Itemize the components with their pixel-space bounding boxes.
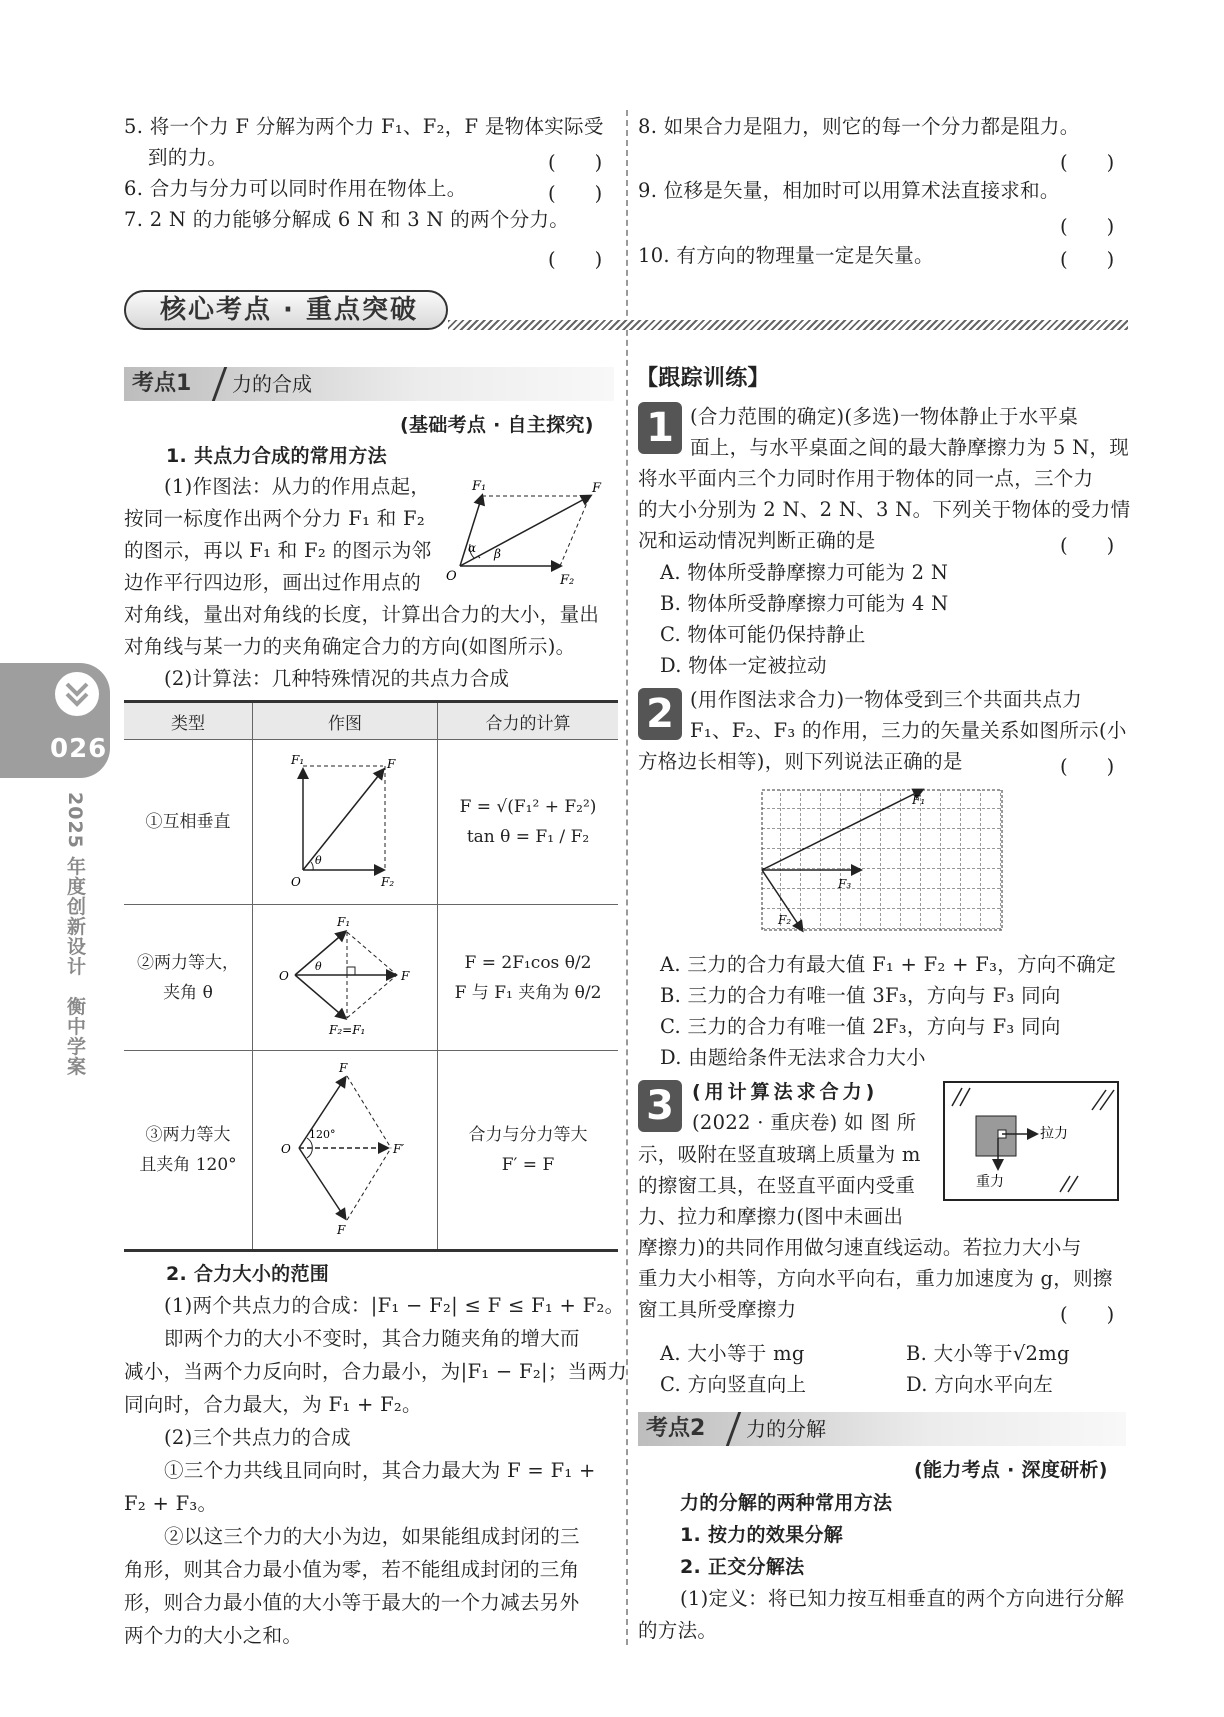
label-O: O [446, 569, 457, 584]
text-line: 边作平行四边形，画出过作用点的 [124, 571, 422, 594]
table-row [124, 905, 618, 1051]
answer-bracket[interactable]: ( ) [548, 248, 603, 271]
text-line: 的方法。 [638, 1619, 718, 1642]
text-line: 摩擦力)的共同作用做匀速直线运动。若拉力大小与 [638, 1236, 1082, 1259]
type-cell [124, 905, 253, 1051]
label-F1: F₁ [291, 752, 305, 767]
book-title-vertical: 2025 年度创新设计 衡中学案 [64, 792, 86, 1077]
option-A[interactable]: A. 三力的合力有最大值 F₁ + F₂ + F₃，方向不确定 [660, 953, 1116, 976]
label-angle: 120° [309, 1127, 336, 1141]
text-line: 力、拉力和摩擦力(图中未画出 [638, 1205, 904, 1228]
question-5-line1: 5. 将一个力 F 分解为两个力 F₁、F₂，F 是物体实际受 [124, 115, 604, 138]
text-line: 角形，则其合力最小值为零，若不能组成封闭的三角 [124, 1558, 580, 1581]
option-D[interactable]: D. 方向水平向左 [906, 1373, 1054, 1396]
figure-cell [253, 1051, 438, 1251]
type-line: 夹角 θ [163, 982, 213, 1003]
answer-bracket[interactable]: ( ) [1060, 1303, 1115, 1326]
label-F: F [387, 756, 396, 771]
option-C[interactable]: C. 三力的合力有唯一值 2F₃，方向与 F₃ 同向 [660, 1015, 1061, 1038]
answer-bracket[interactable]: ( ) [1060, 151, 1115, 174]
text-line: 况和运动情况判断正确的是 [638, 529, 876, 552]
text-line: 的擦窗工具，在竖直平面内受重 [638, 1174, 916, 1197]
text-line: (合力范围的确定)(多选)一物体静止于水平桌 [690, 405, 1079, 428]
calc-cell [438, 1051, 619, 1251]
option-C[interactable]: C. 物体可能仍保持静止 [660, 623, 866, 646]
kaodian-2-header [638, 1412, 1126, 1446]
option-D[interactable]: D. 由题给条件无法求合力大小 [660, 1046, 926, 1069]
label-F2: F₂ [381, 874, 395, 889]
text-line: 减小，当两个力反向时，合力最小，为|F₁ − F₂|；当两力 [124, 1360, 628, 1383]
option-C[interactable]: C. 方向竖直向上 [660, 1373, 807, 1396]
label-gravity: 重力 [976, 1174, 1004, 1190]
label-F-prime: F′ [393, 1141, 405, 1156]
text-line: ②以这三个力的大小为边，如果能组成封闭的三 [164, 1525, 580, 1548]
method-2: 2. 正交分解法 [680, 1556, 805, 1578]
option-A[interactable]: A. 物体所受静摩擦力可能为 2 N [660, 561, 949, 584]
label-F1: F₁ [337, 915, 351, 929]
kaodian-2-tag: 考点2 [646, 1416, 706, 1441]
formula: tan θ = F₁ / F₂ [466, 827, 590, 847]
text-line: 对角线，量出对角线的长度，计算出合力的大小，量出 [124, 603, 600, 626]
label-alpha: α [468, 541, 477, 555]
kaodian-1-tag: 考点1 [132, 371, 192, 396]
label-F2: F₂ [778, 913, 792, 927]
question-5-line2: 到的力。 [148, 146, 228, 169]
perpendicular-diagram [285, 750, 405, 890]
question-6: 6. 合力与分力可以同时作用在物体上。 [124, 177, 467, 200]
formula: F′ = F [501, 1155, 555, 1175]
question-7: 7. 2 N 的力能够分解成 6 N 和 3 N 的两个分力。 [124, 208, 570, 231]
label-F3: F₃ [838, 877, 852, 891]
type-line: 且夹角 120° [139, 1155, 237, 1175]
question-number-box: 3 [638, 1080, 682, 1132]
formula: F = 2F₁cos θ/2 [464, 952, 592, 973]
formula: 合力与分力等大 [468, 1125, 588, 1145]
label-F-top: F [339, 1060, 348, 1075]
text-line: 的大小分别为 2 N、2 N、3 N。下列关于物体的受力情 [638, 498, 1131, 521]
type-line: ②两力等大， [137, 952, 239, 973]
question-9: 9. 位移是矢量，相加时可以用算术法直接求和。 [638, 179, 1060, 202]
label-theta: θ [315, 960, 322, 973]
question-8: 8. 如果合力是阻力，则它的每一个分力都是阻力。 [638, 115, 1080, 138]
label-F2: F₂ [560, 573, 575, 588]
text-line: 两个力的大小之和。 [124, 1624, 303, 1647]
option-B[interactable]: B. 物体所受静摩擦力可能为 4 N [660, 592, 949, 615]
banner-hatch-rule [448, 320, 1128, 330]
label-O: O [291, 874, 301, 889]
text-line: 示，吸附在竖直玻璃上质量为 m [638, 1143, 921, 1166]
formula: F 与 F₁ 夹角为 θ/2 [454, 982, 602, 1003]
calc-cell [438, 905, 619, 1051]
answer-bracket[interactable]: ( ) [548, 182, 603, 205]
calc-cell [438, 740, 619, 905]
vector-grid-diagram [760, 788, 1006, 934]
text-line: 形，则合力最小值的大小等于最大的一个力减去另外 [124, 1591, 580, 1614]
text-line: (1)定义：将已知力按互相垂直的两个方向进行分解 [680, 1587, 1125, 1610]
question-number-box: 1 [638, 402, 682, 454]
text-line: (2)计算法：几种特殊情况的共点力合成 [164, 667, 510, 690]
text-line: (1)两个共点力的合成：|F₁ − F₂| ≤ F ≤ F₁ + F₂。 [164, 1294, 625, 1317]
label-O: O [279, 969, 289, 983]
kaodian-1-title: 力的合成 [232, 372, 312, 396]
formula: F = √(F₁² + F₂²) [459, 797, 597, 817]
kaodian-2-title: 力的分解 [746, 1417, 826, 1441]
option-B[interactable]: B. 三力的合力有唯一值 3F₃，方向与 F₃ 同向 [660, 984, 1061, 1007]
label-pull-force: 拉力 [1040, 1126, 1068, 1142]
label-O: O [281, 1141, 291, 1156]
option-D[interactable]: D. 物体一定被拉动 [660, 654, 827, 677]
type-cell [124, 1051, 253, 1251]
column-divider [626, 110, 628, 1645]
heading-decomposition: 力的分解的两种常用方法 [680, 1492, 893, 1514]
method-1: 1. 按力的效果分解 [680, 1524, 844, 1546]
table-header: 类型 [124, 702, 253, 740]
table-row [124, 1051, 618, 1251]
label-F1: F₁ [912, 793, 926, 807]
kaodian-1-header [124, 367, 614, 401]
text-line: 同向时，合力最大，为 F₁ + F₂。 [124, 1393, 422, 1416]
label-F: F [401, 969, 410, 983]
option-B[interactable]: B. 大小等于√2mg [906, 1342, 1070, 1365]
label-F-bottom: F [337, 1222, 346, 1237]
text-line: 按同一标度作出两个分力 F₁ 和 F₂ [124, 507, 425, 530]
text-line: (2)三个共点力的合成 [164, 1426, 351, 1449]
special-cases-table [124, 700, 618, 1252]
equal-forces-diagram [275, 912, 415, 1038]
parallelogram-diagram [442, 474, 612, 588]
heading-range: 2. 合力大小的范围 [166, 1263, 330, 1285]
option-A[interactable]: A. 大小等于 mg [660, 1342, 805, 1365]
text-line: (2022 · 重庆卷) 如 图 所 [692, 1111, 917, 1134]
type-cell: ①互相垂直 [124, 740, 253, 905]
text-line: 重力大小相等，方向水平向右，重力加速度为 g，则擦 [638, 1267, 1113, 1290]
text-line: 面上，与水平桌面之间的最大静摩擦力为 5 N，现 [690, 436, 1130, 459]
text-line: 将水平面内三个力同时作用于物体的同一点，三个力 [638, 467, 1094, 490]
label-F2: F₂=F₁ [329, 1023, 366, 1037]
120-degree-diagram [275, 1058, 415, 1238]
text-line: 方格边长相等)，则下列说法正确的是 [638, 750, 963, 773]
question-10: 10. 有方向的物理量一定是矢量。 [638, 244, 934, 267]
label-beta: β [494, 547, 501, 561]
question-number-box: 2 [638, 688, 682, 740]
table-header: 作图 [253, 702, 438, 740]
text-line: F₂ + F₃。 [124, 1492, 218, 1515]
label-theta: θ [315, 853, 322, 867]
figure-cell [253, 905, 438, 1051]
kaodian-1-subtitle: (基础考点 · 自主探究) [400, 414, 594, 436]
tracking-header: 【跟踪训练】 [636, 366, 770, 391]
text-line: (用作图法求合力)一物体受到三个共面共点力 [690, 688, 1083, 711]
table-row [124, 740, 618, 905]
table-header: 合力的计算 [438, 702, 619, 740]
type-line: ③两力等大 [145, 1125, 231, 1145]
answer-bracket[interactable]: ( ) [1060, 534, 1115, 557]
answer-bracket[interactable]: ( ) [1060, 215, 1115, 238]
kaodian-2-subtitle: (能力考点 · 深度研析) [914, 1459, 1108, 1481]
section-banner-title: 核心考点 · 重点突破 [160, 295, 418, 325]
answer-bracket[interactable]: ( ) [548, 151, 603, 174]
text-line: (1)作图法：从力的作用点起， [164, 475, 431, 498]
page-number: 026 [50, 734, 108, 764]
text-line: 对角线与某一力的夹角确定合力的方向(如图所示)。 [124, 635, 576, 658]
window-cleaner-diagram [942, 1080, 1120, 1204]
answer-bracket[interactable]: ( ) [1060, 248, 1115, 271]
answer-bracket[interactable]: ( ) [1060, 755, 1115, 778]
heading-methods: 1. 共点力合成的常用方法 [166, 445, 387, 467]
text-line: F₁、F₂、F₃ 的作用，三力的矢量关系如图所示(小 [690, 719, 1127, 742]
figure-cell [253, 740, 438, 905]
label-F1: F₁ [472, 479, 487, 494]
text-line: 即两个力的大小不变时，其合力随夹角的增大而 [164, 1327, 580, 1350]
text-line: (用计算法求合力) [692, 1081, 879, 1103]
text-line: 的图示，再以 F₁ 和 F₂ 的图示为邻 [124, 539, 432, 562]
chevron-down-icon [55, 672, 99, 716]
text-line: ①三个力共线且同向时，其合力最大为 F = F₁ + [164, 1459, 596, 1482]
text-line: 窗工具所受摩擦力 [638, 1298, 797, 1321]
label-F: F [592, 481, 602, 496]
